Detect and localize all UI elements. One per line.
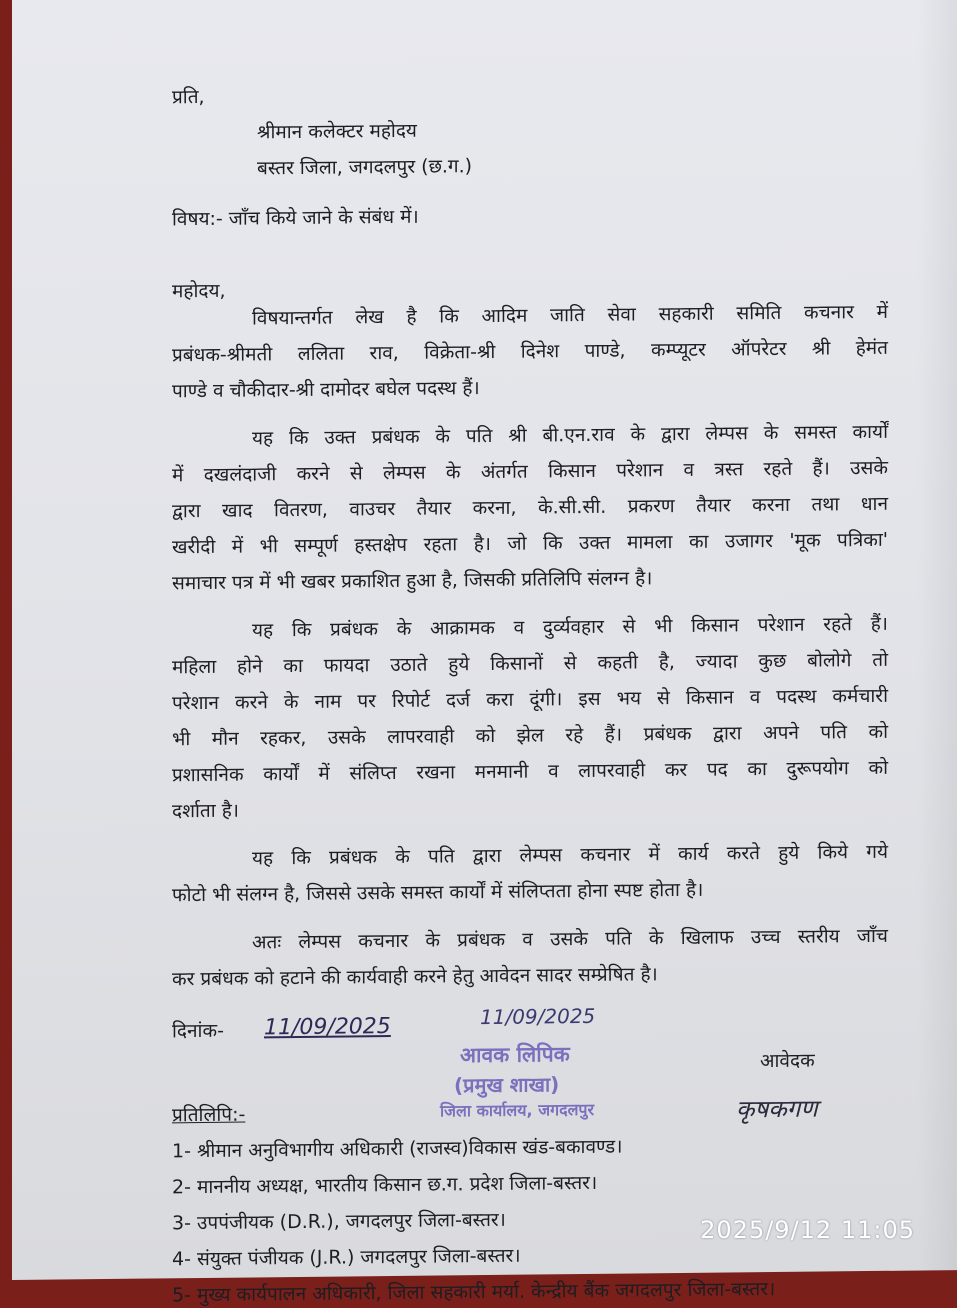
date-label: दिनांक- xyxy=(172,1019,224,1043)
stamp-line-1: आवक लिपिक xyxy=(460,1042,570,1068)
addressee-line-2: बस्तर जिला, जगदलपुर (छ.ग.) xyxy=(257,155,473,180)
para2-line-2: में दखलंदाजी करने से लेम्पस के अंतर्गत किसान परेशान व त्रस्त रहते हैं। उसके xyxy=(172,456,888,487)
page-shadow xyxy=(917,0,957,1271)
addressee-line-1: श्रीमान कलेक्टर महोदय xyxy=(257,119,417,144)
stamp-handwritten-date: 11/09/2025 xyxy=(480,1003,596,1030)
para2-line-4: खरीदी में भी सम्पूर्ण हस्तक्षेप रहता है। जो कि उक्त मामला का उजागर 'मूक पत्रिका' xyxy=(172,528,888,559)
para5-line-1: अतः लेम्पस कचनार के प्रबंधक व उसके पति के खिलाफ उच्च स्तरीय जाँच xyxy=(252,924,888,954)
photo-timestamp: 2025/9/12 11:05 xyxy=(700,1216,915,1244)
para5-line-2: कर प्रबंधक को हटाने की कार्यवाही करने हेतु आवेदन सादर सम्प्रेषित है। xyxy=(172,963,658,991)
stamp-line-3: जिला कार्यालय, जगदलपुर xyxy=(440,1099,595,1121)
copy-item-2: 2- माननीय अध्यक्ष, भारतीय किसान छ.ग. प्रदेश जिला-बस्तर। xyxy=(172,1171,598,1199)
copy-item-3: 3- उपपंजीयक (D.R.), जगदलपुर जिला-बस्तर। xyxy=(172,1208,506,1235)
para4-line-1: यह कि प्रबंधक के पति द्वारा लेम्पस कचनार में कार्य करते हुये किये गये xyxy=(252,840,888,870)
para2-line-1: यह कि उक्त प्रबंधक के पति श्री बी.एन.राव के द्वारा लेम्पस के समस्त कार्यों xyxy=(252,420,888,450)
applicant-label: आवेदक xyxy=(760,1049,815,1073)
copies-heading: प्रतिलिपि:- xyxy=(172,1103,246,1127)
copy-item-1: 1- श्रीमान अनुविभागीय अधिकारी (राजस्व)विकास खंड-बकावण्ड। xyxy=(172,1135,623,1163)
para3-line-4: भी मौन रहकर, उसके लापरवाही को झेल रहे हैं। प्रबंधक द्वारा अपने पति को xyxy=(172,720,888,751)
para2-line-3: द्वारा खाद वितरण, वाउचर तैयार करना, के.सी.सी. प्रकरण तैयार करना तथा धान xyxy=(172,492,888,523)
copy-item-4: 4- संयुक्त पंजीयक (J.R.) जगदलपुर जिला-बस्तर। xyxy=(172,1244,521,1271)
para3-line-1: यह कि प्रबंधक के आक्रामक व दुर्व्यवहार से भी किसान परेशान रहते हैं। xyxy=(252,612,888,642)
para1-line-3: पाण्डे व चौकीदार-श्री दामोदर बघेल पदस्थ हैं। xyxy=(172,377,480,403)
para3-line-5: प्रशासनिक कार्यों में संलिप्त रखना मनमानी व लापरवाही कर पद का दुरूपयोग को xyxy=(172,756,888,787)
para3-line-2: महिला होने का फायदा उठाते हुये किसानों से कहती है, ज्यादा कुछ बोलोगे तो xyxy=(172,648,888,679)
salutation: महोदय, xyxy=(172,279,226,303)
letter-page xyxy=(12,0,957,1307)
subject-line: विषय:- जाँच किये जाने के संबंध में। xyxy=(172,205,419,231)
para3-line-6: दर्शाता है। xyxy=(172,799,240,823)
prati-label: प्रति, xyxy=(172,85,205,109)
stamp-line-2: (प्रमुख शाखा) xyxy=(454,1072,560,1098)
date-value: 11/09/2025 xyxy=(264,1014,391,1041)
copy-item-5: 5- मुख्य कार्यपालन अधिकारी, जिला सहकारी मर्या. केन्द्रीय बैंक जगदलपुर जिला-बस्तर। xyxy=(172,1278,776,1307)
para3-line-3: परेशान करने के नाम पर रिपोर्ट दर्ज करा दूंगी। इस भय से किसान व पदस्थ कर्मचारी xyxy=(172,684,888,715)
para2-line-5: समाचार पत्र में भी खबर प्रकाशित हुआ है, जिसकी प्रतिलिपि संलग्न है। xyxy=(172,567,653,595)
para4-line-2: फोटो भी संलग्न है, जिससे उसके समस्त कार्यों में संलिप्तता होना स्पष्ट होता है। xyxy=(172,878,704,907)
para1-line-2: प्रबंधक-श्रीमती ललिता राव, विक्रेता-श्री दिनेश पाण्डे, कम्प्यूटर ऑपरेटर श्री हेमंत xyxy=(172,336,888,367)
para1-line-1: विषयान्तर्गत लेख है कि आदिम जाति सेवा सहकारी समिति कचनार में xyxy=(252,300,888,330)
signature: कृषकगण xyxy=(736,1094,818,1124)
